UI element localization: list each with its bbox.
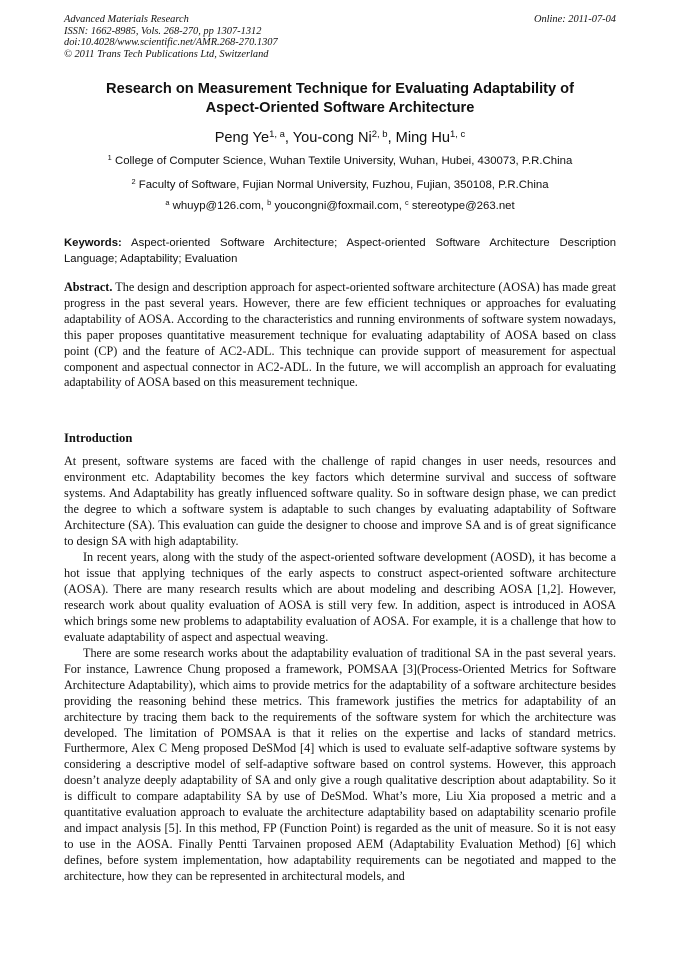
- keywords-text: Aspect-oriented Software Architecture; Aspect-oriented Software Architecture Description Language; Adaptability; Evaluation: [64, 237, 617, 265]
- affiliation-mark: 1: [107, 152, 112, 162]
- author-separator: ,: [284, 130, 293, 146]
- author-affiliation-mark: 1, c: [450, 128, 466, 140]
- author-emails: [64, 199, 616, 213]
- author-name: Ming Hu: [395, 130, 451, 146]
- online-date: Online: 2011-07-04: [533, 14, 616, 25]
- journal-header: [64, 14, 616, 60]
- author-list: [64, 128, 616, 148]
- abstract-block: [64, 280, 616, 391]
- author-affiliation-mark: 1, a: [269, 128, 285, 140]
- email-link[interactable]: whuyp@126.com,: [172, 200, 268, 212]
- copyright-line: © 2011 Trans Tech Publications Ltd, Switzerland: [64, 48, 269, 60]
- section-heading-introduction: Introduction: [64, 431, 133, 445]
- keywords-label: Keywords:: [64, 237, 122, 249]
- intro-paragraph-1: At present, software systems are faced with the challenge of rapid changes in user needs, resources and environment etc. Adaptability becomes the key factors which determine survival and success of software systems. And Adaptability has greatly influenced software quality. So in software design phase, we can predict the degree to which a software system is adaptable to such changes by evaluating adaptability of Software Architecture (SA). This evaluation can guide the designer to choose and improve SA and is of great significance to design SA with high adaptability.: [64, 454, 616, 548]
- email-mark: b: [267, 197, 272, 207]
- author-affiliation-mark: 2, b: [371, 128, 388, 140]
- email-mark: c: [405, 197, 409, 207]
- abstract-label: Abstract.: [64, 280, 113, 294]
- journal-name: Advanced Materials Research: [64, 14, 189, 25]
- title-line-2: Aspect-Oriented Software Architecture: [205, 100, 475, 116]
- author-separator: ,: [387, 130, 396, 146]
- keywords-block: [64, 236, 616, 267]
- affiliation-mark: 2: [131, 176, 136, 186]
- doi-line: doi:10.4028/www.scientific.net/AMR.268-270.1307: [64, 37, 278, 49]
- paper-title: [64, 80, 616, 118]
- issn-line: ISSN: 1662-8985, Vols. 268-270, pp 1307-1312: [64, 25, 262, 37]
- affiliation-2: [64, 178, 616, 192]
- affiliation-text: Faculty of Software, Fujian Normal University, Fuzhou, Fujian, 350108, P.R.China: [138, 179, 549, 191]
- intro-paragraph-2: In recent years, along with the study of the aspect-oriented software development (AOSD), it has become a hot issue that applying techniques of the early aspects to construct aspect-oriented software architecture (AOSA). There are many research results which are about modeling and describing AOSA [1,2]. However, research work about quality evaluation of AOSA is still very few. In addition, aspect is introduced in AOSA which brings some new problems to adaptability evaluation of AOSA. For example, it is a challenge that how to evaluate adaptability of aspect and aspectual weaving.: [64, 550, 616, 644]
- email-mark: a: [165, 197, 170, 207]
- intro-paragraph-3: There are some research works about the adaptability evaluation of traditional SA in the past several years. For instance, Lawrence Chung proposed a framework, POMSAA [3](Process-Oriented Metrics for Software Architecture Adaptability), which aims to provide metrics for the adaptability of a software architecture besides providing the reasoning behind these metrics. This framework justifies the metrics for adaptability of an architecture by tracing them back to the requirements of the software system for which the architecture was developed. The limitation of POMSAA is that it relies on the expertise and lacks of standard metrics. Furthermore, Alex C Meng proposed DeSMod [4] which is used to evaluate self-adaptive software systems by considering a descriptive model of self-adaptive software based on control systems. However, this approach doesn’t analyze deeply adaptability of SA and only give a rough qualitative description about adaptability. So it is difficult to compare adaptability SA by use of DeSMod. What’s more, Liu Xia proposed a metric and a quantitative evaluation approach to evaluate the architecture adaptability based on adaptability scenario profile and impact analysis [5]. In this method, FP (Function Point) is regarded as the unit of measure. So it is not easy to use in the AOSA. Finally Pentti Tarvainen proposed AEM (Adaptability Evaluation Method) [6] which defines, before system implementation, how adaptability requirements can be negotiated and mapped to the architecture, how they can be represented in architectural models, and: [64, 646, 616, 883]
- affiliation-text: College of Computer Science, Wuhan Textile University, Wuhan, Hubei, 430073, P.R.China: [114, 155, 573, 167]
- email-link[interactable]: youcongni@foxmail.com,: [274, 200, 406, 212]
- abstract-text: The design and description approach for aspect-oriented software architecture (AOSA) has made great progress in the past several years. However, there are few efficient techniques or approaches for evaluating adaptability of AOSA. According to the characteristics and running environments of software system nowadays, this paper proposes quantitative measurement technique for evaluating adaptability of AOSA based on class point (CP) and the feature of AC2-ADL. This technique can provide support of measurement for aspectual component and aspectual connector in AC2-ADL. In the future, we will accomplish an approach for evaluating adaptability of AOSA based on this measurement technique.: [64, 280, 616, 390]
- author-name: Peng Ye: [214, 130, 270, 146]
- author-name: You-cong Ni: [292, 130, 372, 146]
- affiliation-1: [64, 154, 616, 168]
- email-link[interactable]: stereotype@263.net: [411, 200, 515, 212]
- title-line-1: Research on Measurement Technique for Evaluating Adaptability of: [106, 81, 574, 97]
